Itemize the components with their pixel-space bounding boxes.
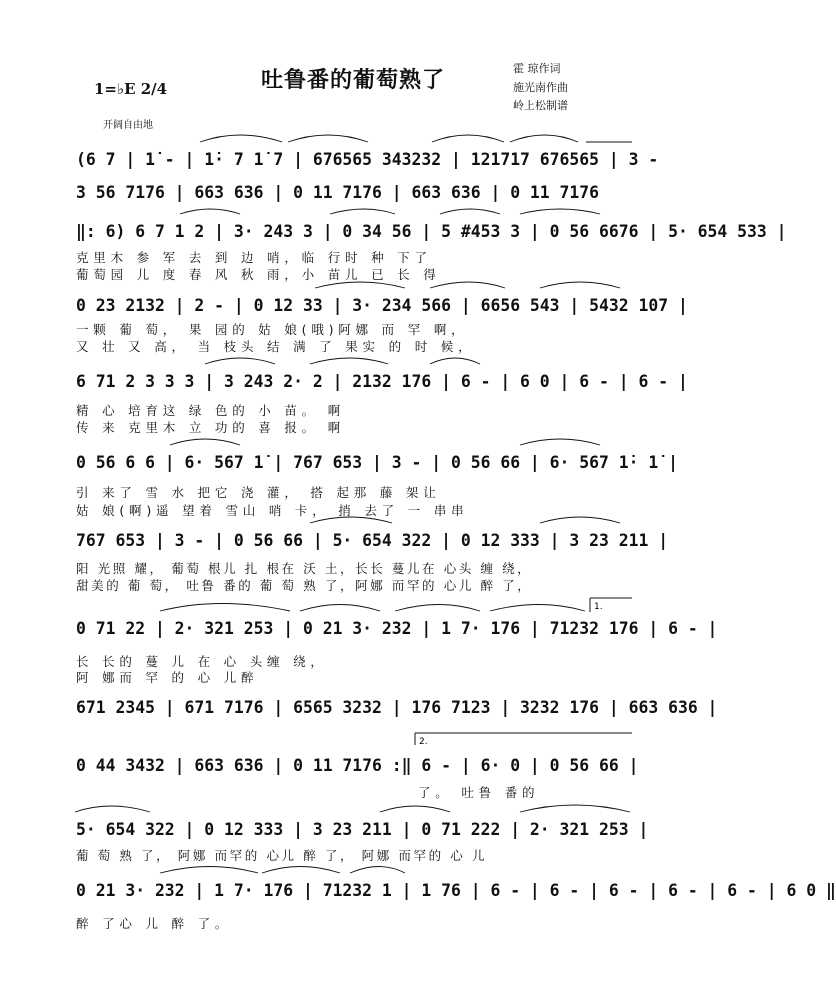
lyric-line-13: 了。 吐鲁 番的 <box>418 785 540 800</box>
notation-line-9: 671 2345 | 671 7176 | 6565 3232 | 176 7123 | 3232 176 | 663 636 | <box>76 698 718 717</box>
slur <box>310 517 392 523</box>
composer-credit: 施光南作曲 <box>513 81 568 94</box>
lyric-line-12: 阿 娜而 罕 的 心 儿醉 <box>76 670 259 685</box>
lyric-line-6: 传 来 克里木 立 功的 喜 报。 啊 <box>76 420 346 435</box>
slur <box>540 517 620 523</box>
slur <box>380 806 450 812</box>
lyric-line-15: 醉 了心 儿 醉 了。 <box>76 916 233 931</box>
slur <box>160 604 290 612</box>
lyric-line-3: 一颗 葡 萄， 果 园的 姑 娘(哦)阿娜 而 罕 啊， <box>76 322 469 337</box>
slur <box>510 135 578 142</box>
slur <box>520 439 600 445</box>
slur <box>540 282 620 288</box>
lyric-line-10: 甜美的 葡 萄， 吐鲁 番的 葡 萄 熟 了，阿娜 而罕的 心儿 醉 了， <box>76 578 533 593</box>
transcriber-credit: 岭上松制谱 <box>513 99 568 112</box>
slur <box>350 867 405 874</box>
slur <box>160 867 258 874</box>
lyric-line-7: 引 来了 雪 水 把它 浇 灌， 搭 起那 藤 架让 <box>76 485 441 500</box>
volta-1-label: 1. <box>594 602 603 612</box>
notation-line-3: ‖: 6) 6 7 1 2 | 3· 243 3 | 0 34 56 | 5 #453 3 | 0 56 6676 | 5· 654 533 | <box>76 222 787 241</box>
lyric-line-8: 姑 娘(啊)遥 望着 雪山 哨 卡， 捎 去了 一 串串 <box>76 503 469 518</box>
key-signature: 1=♭E 2/4 <box>94 80 168 98</box>
slur <box>520 209 600 214</box>
slur <box>300 605 380 612</box>
slur <box>432 135 504 142</box>
slur <box>520 805 630 812</box>
slur <box>180 209 240 214</box>
notation-line-1: (6 7 | 1̇ - | 1̇· 7 1̇ 7 | 676565 343232 | 121717 676565 | 3 - <box>76 150 659 169</box>
lyric-line-1: 克里木 参 军 去 到 边 哨，临 行时 种 下了 <box>76 250 432 265</box>
slur <box>490 605 585 612</box>
notation-line-8: 0 71 22 | 2· 321 253 | 0 21 3· 232 | 1 7· 176 | 71232 176 | 6 - | <box>76 619 718 638</box>
lyric-line-5: 精 心 培育这 绿 色的 小 苗。 啊 <box>76 403 346 418</box>
slur <box>310 358 388 364</box>
volta-2-label: 2. <box>419 737 428 747</box>
notation-line-11: 5· 654 322 | 0 12 333 | 3 23 211 | 0 71 222 | 2· 321 253 | <box>76 820 649 839</box>
lyric-line-9: 阳 光照 耀， 葡萄 根儿 扎 根在 沃 土，长长 蔓儿在 心头 缠 绕， <box>76 561 533 576</box>
lyricist-credit: 霍 琼作词 <box>513 62 561 75</box>
notation-line-6: 0 56 6 6 | 6· 567 1̇ | 767 653 | 3 - | 0 56 66 | 6· 567 1̇· 1̇ | <box>76 453 678 472</box>
slur <box>205 358 275 364</box>
notation-line-12: 0 21 3· 232 | 1 7· 176 | 71232 1 | 1 76 | 6 - | 6 - | 6 - | 6 - | 6 - | 6 0 ‖ <box>76 881 836 900</box>
notation-line-5: 6 71 2 3 3 3 | 3 243 2· 2 | 2132 176 | 6 - | 6 0 | 6 - | 6 - | <box>76 372 688 391</box>
notation-line-7: 767 653 | 3 - | 0 56 66 | 5· 654 322 | 0 12 333 | 3 23 211 | <box>76 531 669 550</box>
slur <box>200 135 282 142</box>
slur <box>288 135 368 142</box>
slur <box>430 358 480 364</box>
notation-line-4: 0 23 2132 | 2 - | 0 12 33 | 3· 234 566 | 6656 543 | 5432 107 | <box>76 296 688 315</box>
slur <box>170 439 240 445</box>
tempo-marking: 开阔自由地 <box>103 120 153 131</box>
slur <box>440 209 500 214</box>
slur <box>315 282 405 288</box>
slur <box>330 209 395 214</box>
lyric-line-2: 葡萄园 儿 度 春 风 秋 雨，小 苗儿 已 长 得 <box>76 267 441 282</box>
lyric-line-4: 又 壮 又 高， 当 枝头 结 满 了 果实 的 时 候， <box>76 339 476 354</box>
notation-line-2: 3 56 7176 | 663 636 | 0 11 7176 | 663 636 | 0 11 7176 <box>76 183 600 202</box>
slur <box>430 282 505 288</box>
slur <box>395 605 480 612</box>
lyric-line-11: 长 长的 蔓 儿 在 心 头缠 绕， <box>76 654 328 669</box>
notation-line-10: 0 44 3432 | 663 636 | 0 11 7176 :‖ 6 - | 6· 0 | 0 56 66 | <box>76 756 639 775</box>
slur <box>262 867 340 874</box>
slur <box>75 806 150 812</box>
song-title: 吐鲁番的葡萄熟了 <box>260 68 445 93</box>
lyric-line-14: 葡 萄 熟 了， 阿娜 而罕的 心儿 醉 了， 阿娜 而罕的 心 儿 <box>76 848 488 863</box>
